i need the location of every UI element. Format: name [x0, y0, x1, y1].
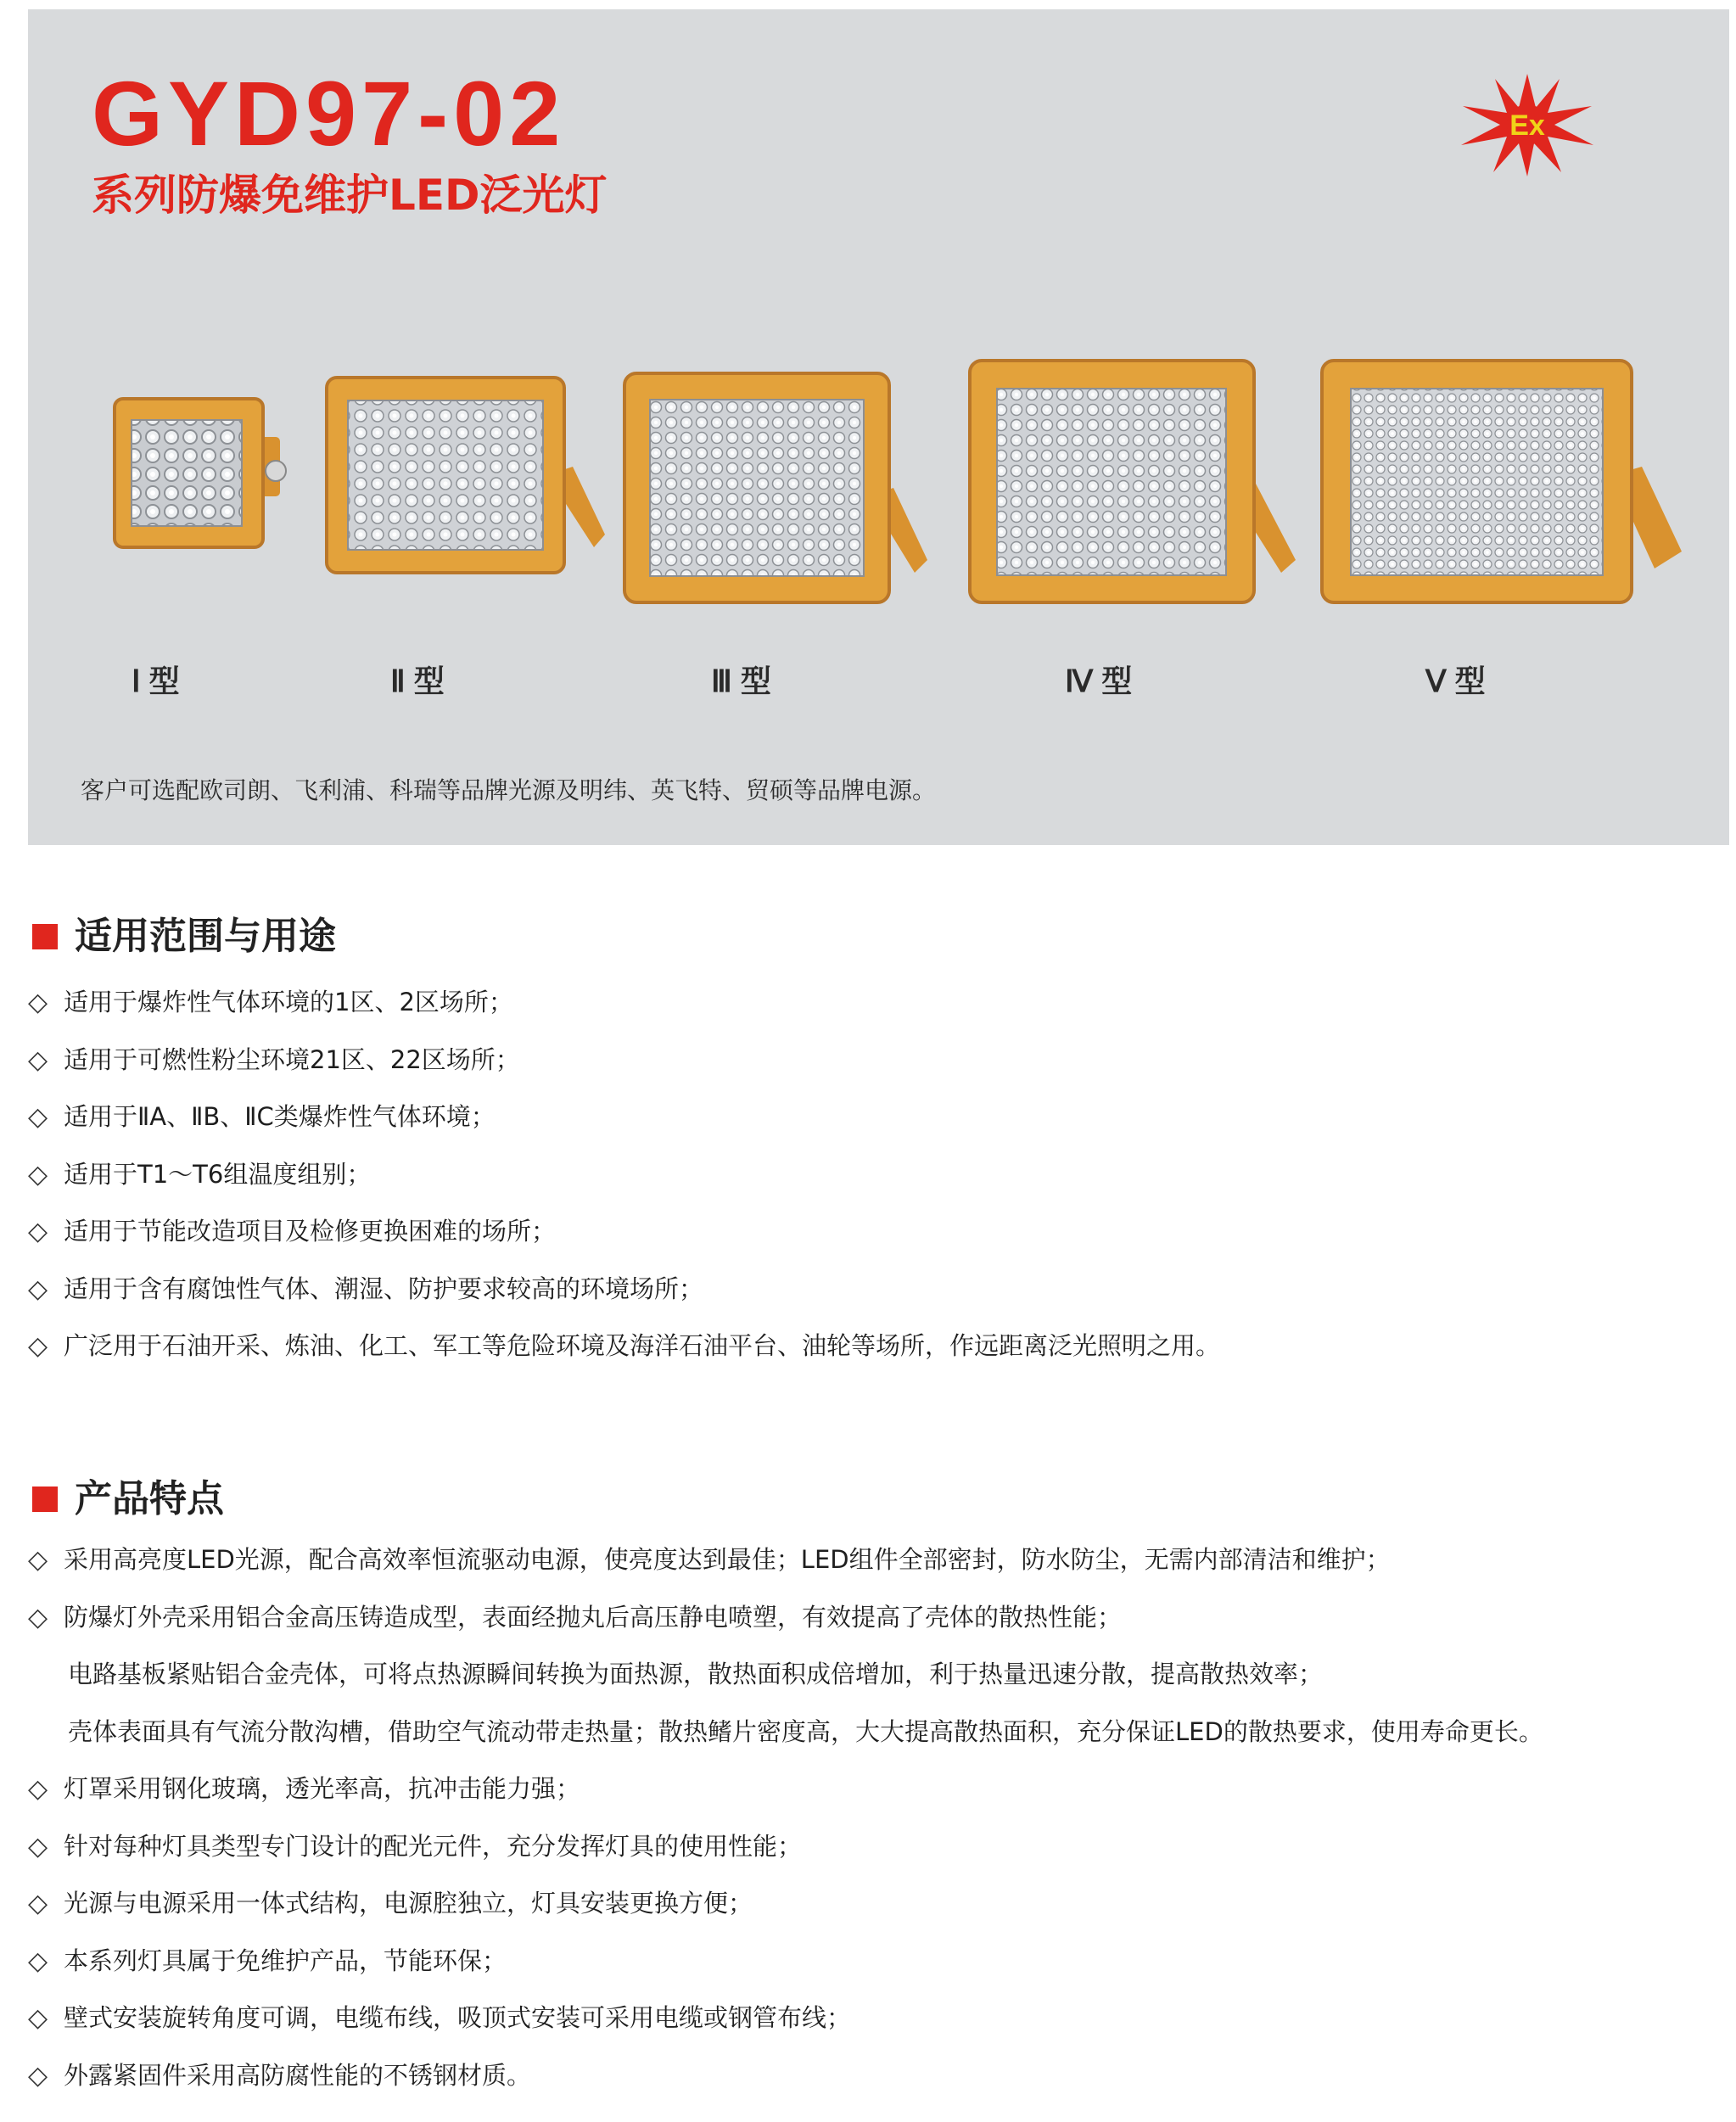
list-item: ◇ 本系列灯具属于免维护产品，节能环保； — [28, 1933, 1543, 1990]
list-item: ◇ 广泛用于石油开采、炼油、化工、军工等危险环境及海洋石油平台、油轮等场所，作远距离泛光照明之用。 — [28, 1318, 1220, 1375]
diamond-bullet-icon: ◇ — [28, 1602, 48, 1632]
red-square-icon — [32, 924, 58, 949]
list-item: ◇ 灯罩采用钢化玻璃，透光率高，抗冲击能力强； — [28, 1761, 1543, 1818]
section-heading-applications — [32, 915, 336, 958]
section-heading-features — [32, 1477, 224, 1520]
lamp-type-4-image — [963, 356, 1302, 611]
model-label-4: Ⅳ 型 — [1065, 663, 1133, 698]
diamond-bullet-icon: ◇ — [28, 1831, 48, 1862]
red-square-icon — [32, 1487, 58, 1512]
list-item: ◇ 针对每种灯具类型专门设计的配光元件，充分发挥灯具的使用性能； — [28, 1818, 1543, 1876]
diamond-bullet-icon: ◇ — [28, 1946, 48, 1976]
diamond-bullet-icon: ◇ — [28, 988, 48, 1017]
model-label-3: Ⅲ 型 — [711, 663, 771, 698]
list-item: ◇ 适用于可燃性粉尘环境21区、22区场所； — [28, 1032, 1220, 1089]
diamond-bullet-icon: ◇ — [28, 1159, 48, 1190]
ex-explosion-icon — [1459, 72, 1595, 178]
diamond-bullet-icon: ◇ — [28, 2060, 48, 2091]
list-item: ◇ 适用于ⅡA、ⅡB、ⅡC类爆炸性气体环境； — [28, 1089, 1220, 1146]
model-label-1: Ⅰ 型 — [132, 663, 180, 698]
product-subtitle: 系列防爆免维护LED泛光灯 — [92, 171, 608, 220]
list-item: ◇ 光源与电源采用一体式结构，电源腔独立，灯具安装更换方便； — [28, 1875, 1543, 1933]
list-item-continuation: 壳体表面具有气流分散沟槽，借助空气流动带走热量；散热鳍片密度高，大大提高散热面积，充分保证LED的散热要求，使用寿命更长。 — [68, 1716, 1543, 1746]
lamp-type-3-image — [618, 369, 940, 611]
list-item: ◇ 防爆灯外壳采用铝合金高压铸造成型，表面经抛丸后高压静电喷塑，有效提高了壳体的散热性能； — [28, 1589, 1543, 1647]
diamond-bullet-icon: ◇ — [28, 1545, 48, 1575]
list-item-continuation: 电路基板紧贴铝合金壳体，可将点热源瞬间转换为面热源，散热面积成倍增加，利于热量迅速分散，提高散热效率； — [68, 1660, 1324, 1688]
diamond-bullet-icon: ◇ — [28, 1217, 48, 1246]
list-item: ◇ 壁式安装旋转角度可调，电缆布线，吸顶式安装可采用电缆或钢管布线； — [28, 1990, 1543, 2047]
list-item: ◇ 适用于T1～T6组温度组别； — [28, 1146, 1220, 1204]
model-label-2: Ⅱ 型 — [390, 663, 445, 698]
diamond-bullet-icon: ◇ — [28, 1774, 48, 1804]
features-list — [28, 1531, 1543, 2104]
lamp-type-1-image — [106, 390, 297, 556]
list-item: ◇ 适用于含有腐蚀性气体、潮湿、防护要求较高的环境场所； — [28, 1261, 1220, 1319]
diamond-bullet-icon: ◇ — [28, 1102, 48, 1132]
section-title: 适用范围与用途 — [75, 915, 336, 958]
product-title: GYD97-02 — [92, 62, 566, 165]
ex-badge-text: Ex — [1509, 109, 1545, 142]
diamond-bullet-icon: ◇ — [28, 1044, 48, 1075]
diamond-bullet-icon: ◇ — [28, 1331, 48, 1361]
diamond-bullet-icon: ◇ — [28, 2003, 48, 2033]
brand-options-note: 客户可选配欧司朗、飞利浦、科瑞等品牌光源及明纬、英飞特、贸硕等品牌电源。 — [81, 776, 937, 804]
diamond-bullet-icon: ◇ — [28, 1274, 48, 1304]
lamp-type-5-image — [1315, 356, 1684, 611]
diamond-bullet-icon: ◇ — [28, 1889, 48, 1918]
section-title: 产品特点 — [75, 1477, 224, 1520]
model-label-5: Ⅴ 型 — [1425, 663, 1486, 698]
list-item: ◇ 适用于节能改造项目及检修更换困难的场所； — [28, 1203, 1220, 1261]
list-item: ◇ 适用于爆炸性气体环境的1区、2区场所； — [28, 974, 1220, 1032]
lamp-type-2-image — [318, 373, 607, 581]
applications-list — [28, 974, 1220, 1375]
list-item: ◇ 外露紧固件采用高防腐性能的不锈钢材质。 — [28, 2047, 1543, 2105]
list-item: ◇ 采用高亮度LED光源，配合高效率恒流驱动电源，使亮度达到最佳；LED组件全部密封，防水防尘，无需内部清洁和维护； — [28, 1531, 1543, 1589]
